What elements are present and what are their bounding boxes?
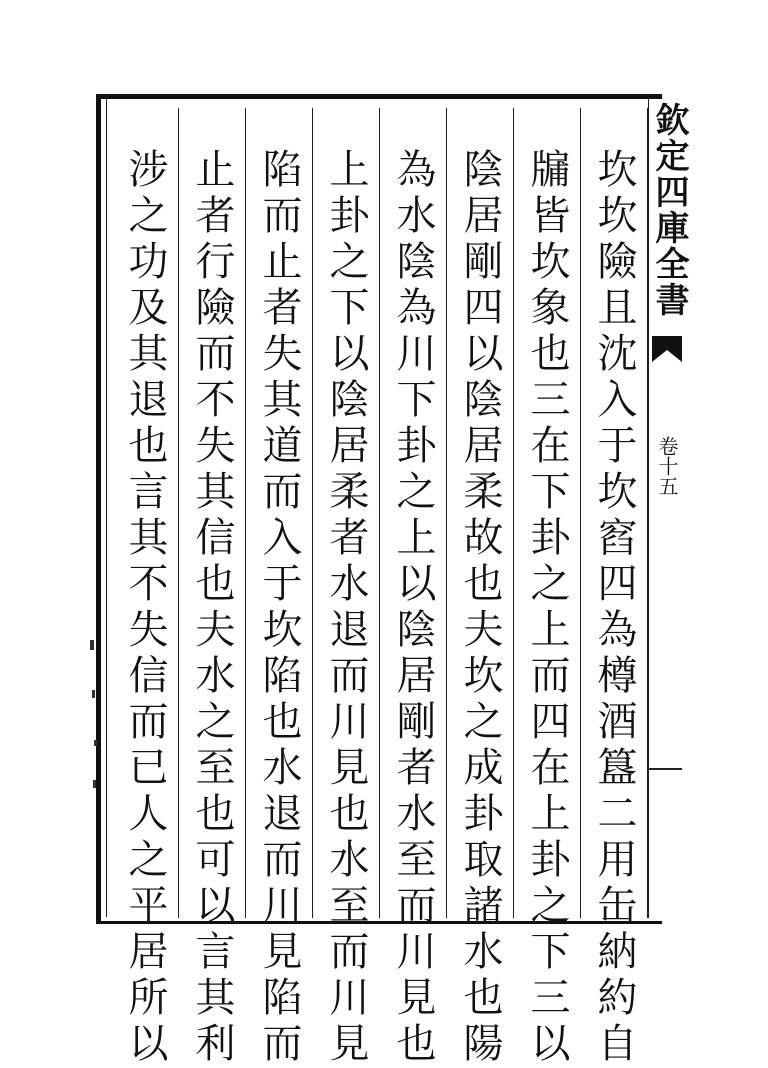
- scan-speck: [92, 690, 95, 698]
- scan-speck: [93, 780, 96, 788]
- text-column-6: [247, 108, 313, 1068]
- text-column-7: [180, 108, 246, 1068]
- column-text: 為水陰為川下卦之上以陰居剛者水至而川見也: [390, 148, 436, 1068]
- text-column-1: [582, 108, 648, 1068]
- frame-inner-rule: [106, 99, 108, 917]
- text-column-4: [381, 108, 447, 1068]
- column-text: 止者行險而不失其信也夫水之至也可以言其利: [189, 148, 235, 1068]
- juan-number: 卷十五: [655, 436, 679, 496]
- book-title: 欽定四庫全書: [649, 102, 689, 318]
- text-column-5: [314, 108, 380, 1068]
- text-column-3: [448, 108, 514, 1068]
- margin-divider: [648, 768, 682, 770]
- column-text: 坎坎險且沈入于坎窞四為樽酒簋二用缶納約自: [591, 148, 637, 1068]
- text-column-8: [113, 108, 179, 1068]
- column-text: 牖皆坎象也三在下卦之上而四在上卦之下三以: [524, 148, 570, 1068]
- fishtail-mark-icon: [652, 336, 682, 362]
- scan-speck: [90, 640, 94, 650]
- column-text: 上卦之下以陰居柔者水退而川見也水至而川見: [323, 148, 369, 1068]
- column-text: 涉之功及其退也言其不失信而已人之平居所以: [122, 148, 168, 1068]
- column-text: 陰居剛四以陰居柔故也夫坎之成卦取諸水也陽: [457, 148, 503, 1068]
- column-text: 陷而止者失其道而入于坎陷也水退而川見陷而: [256, 148, 302, 1068]
- scan-speck: [94, 740, 97, 746]
- text-column-2: [515, 108, 581, 1068]
